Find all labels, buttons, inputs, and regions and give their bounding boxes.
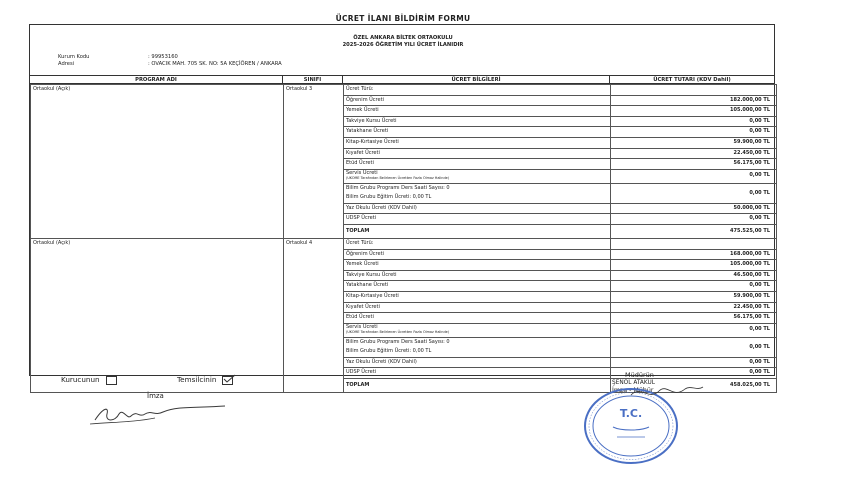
fee-amount: 56.175,00 TL <box>611 159 777 170</box>
total-amount: 475.525,00 TL <box>611 224 777 238</box>
science-hours-label: Bilim Grubu Programı Ders Saati Sayısı: 0 <box>346 338 450 345</box>
science-group-cell <box>344 337 611 357</box>
science-hours-label: Bilim Grubu Programı Ders Saati Sayısı: 0 <box>346 184 450 191</box>
service-fee-note: (UKOME Tarafından Belirlenen Ücretten Fazla Olmaz Halinde) <box>346 329 450 334</box>
program-name-cell: Ortaokul (Açık) <box>31 238 284 392</box>
fee-name: Kitap-Kırtasiye Ücreti <box>344 291 611 302</box>
service-fee-note: (UKOME Tarafından Belirlenen Ücretten Fazla Olmaz Halinde) <box>346 175 450 180</box>
fee-amount: 0,00 TL <box>611 281 777 292</box>
founder-checkbox[interactable] <box>106 376 117 385</box>
fee-amount: 46.500,00 TL <box>611 270 777 281</box>
summer-school-amount: 50.000,00 TL <box>611 203 777 214</box>
institution-code-row <box>58 54 178 60</box>
fee-name: Kıyafet Ücreti <box>344 148 611 159</box>
institution-code-label: Kurum Kodu <box>58 54 90 60</box>
header-class: SINIFI <box>283 75 343 84</box>
fee-name: Öğrenim Ücreti <box>344 249 611 260</box>
total-amount: 458.025,00 TL <box>611 378 777 392</box>
udsp-label: UDSP Ücreti <box>344 214 611 225</box>
science-fee-label: Bilim Grubu Eğitim Ücreti: 0,00 TL <box>346 347 432 354</box>
handwritten-signature <box>85 400 235 428</box>
service-fee-amount: 0,00 TL <box>611 323 777 337</box>
class-cell: Ortaokul 3 <box>284 85 344 239</box>
year-title: 2025-2026 ÖĞRETİM YILI ÜCRET İLANIDIR <box>342 42 464 48</box>
fee-name: Yatakhane Ücreti <box>344 127 611 138</box>
fee-table <box>30 84 777 393</box>
class-cell: Ortaokul 4 <box>284 238 344 392</box>
fee-name: Yemek Ücreti <box>344 106 611 117</box>
total-label: TOPLAM <box>344 378 611 392</box>
science-fee-amount: 0,00 TL <box>611 183 777 203</box>
header-fee-info: ÜCRET BİLGİLERİ <box>343 75 610 84</box>
fee-name: Öğrenim Ücreti <box>344 95 611 106</box>
service-fee-cell <box>344 323 611 337</box>
form-title: ÜCRET İLANI BİLDİRİM FORMU <box>335 14 471 23</box>
fee-type-empty <box>611 238 777 249</box>
fee-type-label: Ücret Türü: <box>344 238 611 249</box>
check-icon <box>222 374 236 383</box>
table-row <box>31 85 777 96</box>
director-name: ŞENOL ATAKUL <box>612 380 656 386</box>
summer-school-label: Yaz Okulu Ücreti (KDV Dahil) <box>344 203 611 214</box>
fee-amount: 0,00 TL <box>611 127 777 138</box>
service-fee-amount: 0,00 TL <box>611 169 777 183</box>
fee-amount: 22.450,00 TL <box>611 302 777 313</box>
fee-amount: 105.000,00 TL <box>611 260 777 271</box>
header-fee-amount: ÜCRET TUTARI (KDV Dahil) <box>610 75 774 84</box>
fee-name: Etüd Ücreti <box>344 313 611 324</box>
science-fee-amount: 0,00 TL <box>611 337 777 357</box>
school-name: ÖZEL ANKARA BİLTEK ORTAOKULU <box>353 35 453 41</box>
address-label: Adresi <box>58 61 75 67</box>
fee-name: Takviye Kursu Ücreti <box>344 116 611 127</box>
science-group-cell <box>344 183 611 203</box>
udsp-label: UDSP Ücreti <box>344 368 611 379</box>
fee-amount: 59.900,00 TL <box>611 137 777 148</box>
fee-name: Kitap-Kırtasiye Ücreti <box>344 137 611 148</box>
fee-name: Yatakhane Ücreti <box>344 281 611 292</box>
udsp-amount: 0,00 TL <box>611 214 777 225</box>
service-fee-cell <box>344 169 611 183</box>
address-value: : OVACIK MAH. 705 SK. NO: 5A KEÇİÖREN / ANKARA <box>148 61 282 67</box>
founder-label: Kurucunun <box>61 375 100 384</box>
table-row <box>31 238 777 249</box>
fee-name: Etüd Ücreti <box>344 159 611 170</box>
udsp-amount: 0,00 TL <box>611 368 777 379</box>
service-fee-label: Servis Ücreti <box>346 169 378 176</box>
representative-checkbox[interactable] <box>222 376 233 385</box>
fee-amount: 22.450,00 TL <box>611 148 777 159</box>
director-sign-label: İmza - Mühür <box>612 387 654 394</box>
total-label: TOPLAM <box>344 224 611 238</box>
founder-checkbox-row <box>61 375 117 385</box>
fee-type-empty <box>611 85 777 96</box>
fee-amount: 56.175,00 TL <box>611 313 777 324</box>
fee-type-label: Ücret Türü: <box>344 85 611 96</box>
fee-amount: 59.900,00 TL <box>611 291 777 302</box>
fee-name: Takviye Kursu Ücreti <box>344 270 611 281</box>
header-program: PROGRAM ADI <box>30 75 283 84</box>
service-fee-label: Servis Ücreti <box>346 323 378 330</box>
director-signature <box>627 381 707 403</box>
summer-school-amount: 0,00 TL <box>611 357 777 368</box>
summer-school-label: Yaz Okulu Ücreti (KDV Dahil) <box>344 357 611 368</box>
fee-name: Kıyafet Ücreti <box>344 302 611 313</box>
seal-text: T.C. <box>619 407 643 420</box>
representative-checkbox-row <box>177 375 233 385</box>
fee-amount: 168.000,00 TL <box>611 249 777 260</box>
representative-label: Temsilcinin <box>177 375 217 384</box>
director-title: Müdürün <box>625 371 654 379</box>
institution-code-value: : 99953160 <box>148 54 178 60</box>
fee-amount: 0,00 TL <box>611 116 777 127</box>
program-name-cell: Ortaokul (Açık) <box>31 85 284 239</box>
address-row <box>58 61 282 67</box>
fee-amount: 182.000,00 TL <box>611 95 777 106</box>
signature-label: İmza <box>147 392 164 400</box>
fee-amount: 105.000,00 TL <box>611 106 777 117</box>
science-fee-label: Bilim Grubu Eğitim Ücreti: 0,00 TL <box>346 193 432 200</box>
fee-name: Yemek Ücreti <box>344 260 611 271</box>
fee-notice-form <box>29 4 777 474</box>
